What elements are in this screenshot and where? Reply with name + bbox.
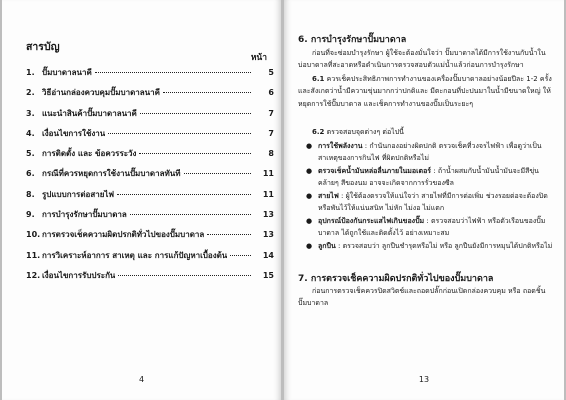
toc-item-number: 4.	[26, 128, 35, 138]
toc-item[interactable]	[26, 188, 274, 208]
toc-item[interactable]	[26, 249, 274, 269]
bullet-icon: ●	[306, 167, 313, 175]
toc-item-title: กรณีที่ควรหยุดการใช้งานปั๊มบาดาลทันที	[42, 169, 181, 179]
subsection-6-2	[312, 126, 554, 138]
toc-item-page: 7	[268, 128, 274, 138]
checklist-bullet	[306, 140, 554, 165]
toc-item[interactable]	[26, 66, 274, 86]
subsection-6-1	[298, 73, 554, 110]
toc-leader-dots	[117, 194, 251, 195]
toc-item-number: 3.	[26, 108, 35, 118]
toc-item-page: 5	[268, 68, 274, 77]
toc-item-title: การติดตั้ง และ ข้อควรระวัง	[42, 149, 137, 159]
toc-list	[26, 66, 274, 289]
toc-item[interactable]	[26, 147, 274, 167]
toc-item[interactable]	[26, 107, 274, 127]
toc-item-number: 6.	[26, 169, 35, 179]
page-number: 4	[138, 375, 145, 384]
left-page	[2, 0, 281, 400]
toc-item-number: 10.	[26, 230, 41, 240]
toc-item-page: 14	[262, 250, 274, 260]
toc-leader-dots	[108, 133, 251, 134]
right-page	[284, 0, 564, 400]
bullet-label: ลูกปืน	[318, 242, 336, 250]
bullet-icon: ●	[306, 217, 313, 225]
toc-item-page: 13	[262, 230, 274, 240]
toc-leader-dots	[95, 72, 251, 73]
toc-item-number: 2.	[26, 88, 35, 98]
toc-item-page: 13	[262, 210, 274, 220]
toc-item[interactable]	[26, 86, 274, 106]
toc-item-title: เงื่อนไขการรับประกัน	[42, 270, 116, 280]
toc-item-page: 15	[262, 270, 274, 280]
toc-item[interactable]	[26, 167, 274, 187]
bullet-icon: ●	[306, 142, 313, 150]
toc-item-title: วิธีอ่านกล่องควบคุมปั๊มบาดาลนาคี	[42, 88, 160, 98]
toc-item-title: รูปแบบการต่อสายไฟ	[42, 189, 115, 199]
toc-leader-dots	[140, 113, 251, 114]
toc-item-page: 6	[268, 88, 274, 98]
toc-item-number: 12.	[26, 270, 41, 280]
toc-item-number: 9.	[26, 210, 35, 220]
toc-item-number: 11.	[26, 250, 41, 260]
toc-leader-dots	[207, 234, 251, 235]
toc-item-page: 11	[262, 169, 274, 179]
toc-item-title: แนะนำสินค้าปั๊มบาดาลนาคี	[42, 108, 137, 118]
toc-item-page: 8	[268, 149, 274, 159]
toc-leader-dots	[118, 275, 251, 276]
toc-item-title: การบำรุงรักษาปั๊มบาดาล	[42, 210, 127, 220]
toc-item-number: 1.	[26, 68, 35, 77]
page-number: 13	[418, 375, 430, 384]
toc-item-page: 7	[268, 108, 274, 118]
toc-leader-dots	[184, 173, 252, 174]
toc-item-title: การวิเคราะห์อาการ สาเหตุ และ การแก้ปัญหาเบื้องต้น	[42, 250, 228, 260]
toc-title: สารบัญ	[26, 41, 60, 53]
section-heading: 6. การบำรุงรักษาปั๊มบาดาล	[298, 35, 407, 45]
subsection-number: 6.2	[312, 128, 325, 136]
section-paragraph: ก่อนการตรวจเช็คควรปิดสวิตช์และถอดปลั๊กก่อนเปิดกล่องควบคุม หรือ ถอดชิ้นปั๊มบาดาล	[298, 287, 546, 308]
toc-item-title: ปั๊มบาดาลนาคี	[42, 68, 92, 77]
bullet-text: : ตรวจสอบว่าไฟฟ้า หรือตัวเรือนของปั๊มบาดาล ได้ถูกใช้และติดตั้งไว้ อย่างเหมาะสม	[318, 217, 546, 238]
bullet-text: : ผู้ใช้ต้องตรวจให้แน่ใจว่า สายไฟที่มีการต่อเพิ่ม ช่วงรอยต่อจะต้องปิดหรือพันไว้ให้แน่นสนิท ไม่หัก ไม่งอ ไม่แตก	[318, 192, 548, 213]
toc-item[interactable]	[26, 208, 274, 228]
bullet-icon: ●	[306, 242, 313, 250]
toc-item-title: การตรวจเช็คความผิดปรกติทั่วไปของปั๊มบาดาล	[42, 230, 205, 240]
checklist-bullet	[306, 240, 554, 252]
toc-item-number: 8.	[26, 189, 35, 199]
checklist-bullet	[306, 165, 554, 190]
toc-leader-dots	[130, 214, 251, 215]
toc-item[interactable]	[26, 228, 274, 248]
bullet-label: ตรวจเช็คน้ำมันหล่อลื่นภายในมอเตอร์	[318, 167, 432, 175]
intro-paragraph: ก่อนที่จะซ่อมบำรุงรักษา ผู้ใช้จะต้องมั่นใจว่า ปั๊มบาดาลได้มีการใช้งานกับน้ำในบ่อบาดาลที่สะอาดหรือดำเนินการตรวจสอบตัวแม่น้ำแล้วก่อนการบำรุงรักษา	[298, 49, 546, 70]
checklist-bullet	[306, 190, 554, 215]
bullet-text: : กำนันกองอย่างผิดปกติ ตรวจเช็คที่วงจรไฟฟ้า เพื่อดูว่าเป็นสาเหตุของการกินไฟ ที่ผิดปกติหรือไม่	[318, 142, 542, 163]
toc-item-title: เงื่อนไขการใช้งาน	[42, 128, 106, 138]
subsection-text: ตรวจสอบจุดต่างๆ ต่อไปนี้	[326, 128, 404, 136]
toc-leader-dots	[139, 153, 251, 154]
bullet-text: : ถ้าน้ำผสมกับน้ำมันน้ำมันจะมีสีขุ่นคล้ายๆ สีของนม อาจจะเกิดจากการรั่วของซีล	[318, 167, 539, 188]
bullet-text: : ตรวจสอบว่า ลูกปืนชำรุดหรือไม่ หรือ ลูกปืนยังมีการหมุนได้ปกติหรือไม่	[338, 242, 553, 250]
toc-item-page: 11	[262, 189, 274, 199]
subsection-number: 6.1	[312, 75, 325, 83]
section-heading: 7. การตรวจเช็คความผิดปรกติทั่วไปของปั๊มบาดาล	[298, 274, 494, 284]
bullet-label: อุปกรณ์ป้องกันกระแสไฟเกินของปั๊ม	[318, 217, 425, 225]
toc-item-number: 5.	[26, 149, 35, 159]
toc-leader-dots	[230, 255, 251, 256]
toc-item[interactable]	[26, 127, 274, 147]
toc-leader-dots	[163, 92, 251, 93]
bullet-label: สายไฟ	[318, 192, 339, 200]
page-column-header: หน้า	[250, 53, 267, 63]
toc-item[interactable]	[26, 269, 274, 289]
subsection-text: ควรเช็คประสิทธิภาพการทำงานของเครื่องปั๊มบาดาลอย่างน้อยปีละ 1-2 ครั้ง และสังเกตว่าน้ำมีความขุ่นมากกว่าปกติและ มีตะกอนที่ปะปนมาในน้ำมีขนาดใหญ่ ให้หยุดการใช้ปั๊มบาดาล และเช็คการทำงานของปั๊มเป็นระยะๆ	[298, 75, 552, 108]
bullet-icon: ●	[306, 192, 313, 200]
checklist-bullet	[306, 215, 554, 240]
bullet-label: การใช้พลังงาน	[318, 142, 363, 150]
